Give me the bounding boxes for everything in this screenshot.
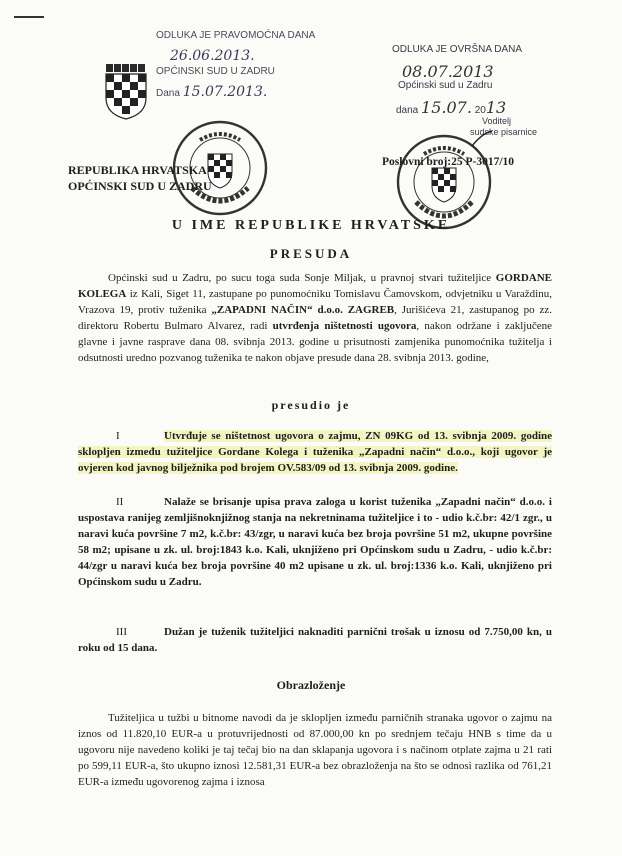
coat-of-arms-icon [104, 64, 148, 120]
verdict-item-2-number: II [116, 496, 124, 508]
stamp-ovrsna-date2: 15.07. [421, 98, 472, 117]
verdict-item-3-number: III [116, 626, 127, 638]
stamp-pravomocna-date: 26.06.2013. [170, 48, 255, 64]
stamp-ovrsna-dana: dana [396, 105, 419, 116]
intro-paragraph [78, 270, 552, 366]
stamp-ovrsna-year-prefix: 20 [474, 105, 486, 116]
intro-text-4: , nakon održane i zaključene glavne i javne rasprave dana 08. svibnja 2013. godine u prisutnosti zamjenika punomoćnika tužitelja i odsutnosti uredno pozvanog tuženika te nakon objave presude dana 28. svibnja 2013. godine, [78, 320, 552, 364]
stamp-pravomocna-court: OPĆINSKI SUD U ZADRU [156, 66, 275, 77]
stamp-ovrsna-title: ODLUKA JE OVRŠNA DANA [392, 44, 523, 55]
court-header [68, 162, 212, 194]
stamp-ovrsna-year-suffix: 13 [485, 98, 507, 117]
verdict-item-1-number: I [116, 430, 120, 442]
heading-presuda: PRESUDA [269, 246, 353, 261]
header-court: OPĆINSKI SUD U ZADRU [68, 179, 212, 193]
verdict-item-3 [78, 624, 552, 656]
reasons-paragraph: Tužiteljica u tužbi u bitnome navodi da je sklopljen između parničnih stranaka ugovor o zajmu na iznos od 11.820,10 EUR-a u protuvrijednosti od 87.000,00 kn po srednjem tečaju HNB s time da u ugovoru nije navedeno koliki je taj tečaj bio na dan sklapanja ugovora i s načinom otplate zajma u 21 rati po 599,11 EUR-a, što ukupno iznosi 12.581,31 EUR-a bez obrazloženja na što se odnosi razlika od 761,21 EUR-a između ugovorenog zajma i iznosa [78, 712, 552, 788]
stamp-pravomocna [156, 30, 316, 102]
stamp-pravomocna-dana: Dana [156, 88, 180, 99]
verdict-item-1 [78, 428, 552, 476]
stamp-ovrsna-pisarnica: sudske pisarnice [470, 127, 538, 137]
stamp-ovrsna-date: 08.07.2013 [402, 62, 494, 81]
verdict-item-1-text: Utvrđuje se ništetnost ugovora o zajmu, ZN 09KG od 13. svibnja 2009. godine sklopljen između tužiteljice Gordane Kolega i tuženika „Zapadni način“ d.o.o., koji ugovor je ovjeren kod javnog bilježnika pod brojem OV.583/09 od 13. svibnja 2009. godine. [78, 430, 552, 474]
heading-u-ime: U IME REPUBLIKE HRVATSKE [171, 218, 451, 233]
scan-artifact-line [14, 16, 44, 18]
stamp-pravomocna-title: ODLUKA JE PRAVOMOĆNA DANA [156, 30, 316, 41]
stamp-pravomocna-date2: 15.07.2013. [182, 84, 268, 100]
verdict-item-2 [78, 494, 552, 590]
heading-obrazlozenje: Obrazloženje [276, 678, 346, 692]
verdict-item-3-text: Dužan je tuženik tužiteljici naknaditi parnični trošak u iznosu od 7.750,00 kn, u roku od 15 dana. [78, 626, 552, 654]
intro-text-1: Općinski sud u Zadru, po sucu toga suda Sonje Miljak, u pravnoj stvari tužiteljice [108, 272, 496, 284]
heading-presudio-je: presudio je [271, 398, 351, 412]
intro-defendant: „ZAPADNI NAČIN“ d.o.o. ZAGREB [211, 304, 395, 316]
intro-text-2: iz Kali, Siget 11, zastupane po punomoćniku Tomislavu Čamovskom, odvjetniku u Varaždinu, Vrazova 19, protiv tuženika [78, 288, 552, 316]
intro-subject: utvrđenja ništetnosti ugovora [272, 320, 417, 332]
intro-text-3: , Jurišićeva 21, zastupanog po zz. direktoru Robertu Bulmaro Alvarez, radi [78, 304, 552, 332]
case-number: Poslovni broj:25 P-3017/10 [382, 156, 515, 168]
header-republika: REPUBLIKA HRVATSKA [68, 163, 207, 177]
stamp-ovrsna-voditelj: Voditelj [482, 116, 512, 126]
stamp-ovrsna-court: Općinski sud u Zadru [398, 80, 493, 91]
intro-plaintiff: GORDANE KOLEGA [78, 272, 552, 300]
verdict-item-2-text: Nalaže se brisanje upisa prava zaloga u korist tuženika „Zapadni način“ d.o.o. i uspostava ranijeg zemljišnoknjižnog stanja na nekretninama tužiteljice i to - udio k.č.br: 42/1 zgr., u naravi kuća površine 7 m2, k.č.br: 43/zgr, u naravi kuća bez broja površine 51 m2, ukupne površine 58 m2; upisane u zk. ul. broj:1843 k.o. Kali, uknjiženo pri Općinskom sudu u Zadru, - udio k.č.br: 44/zgr u naravi kuća bez broja površine 40 m2 upisane u zk. ul. broj:1336 k.o. Kali, uknjiženo pri Općinskom sudu u Zadru. [78, 496, 552, 588]
